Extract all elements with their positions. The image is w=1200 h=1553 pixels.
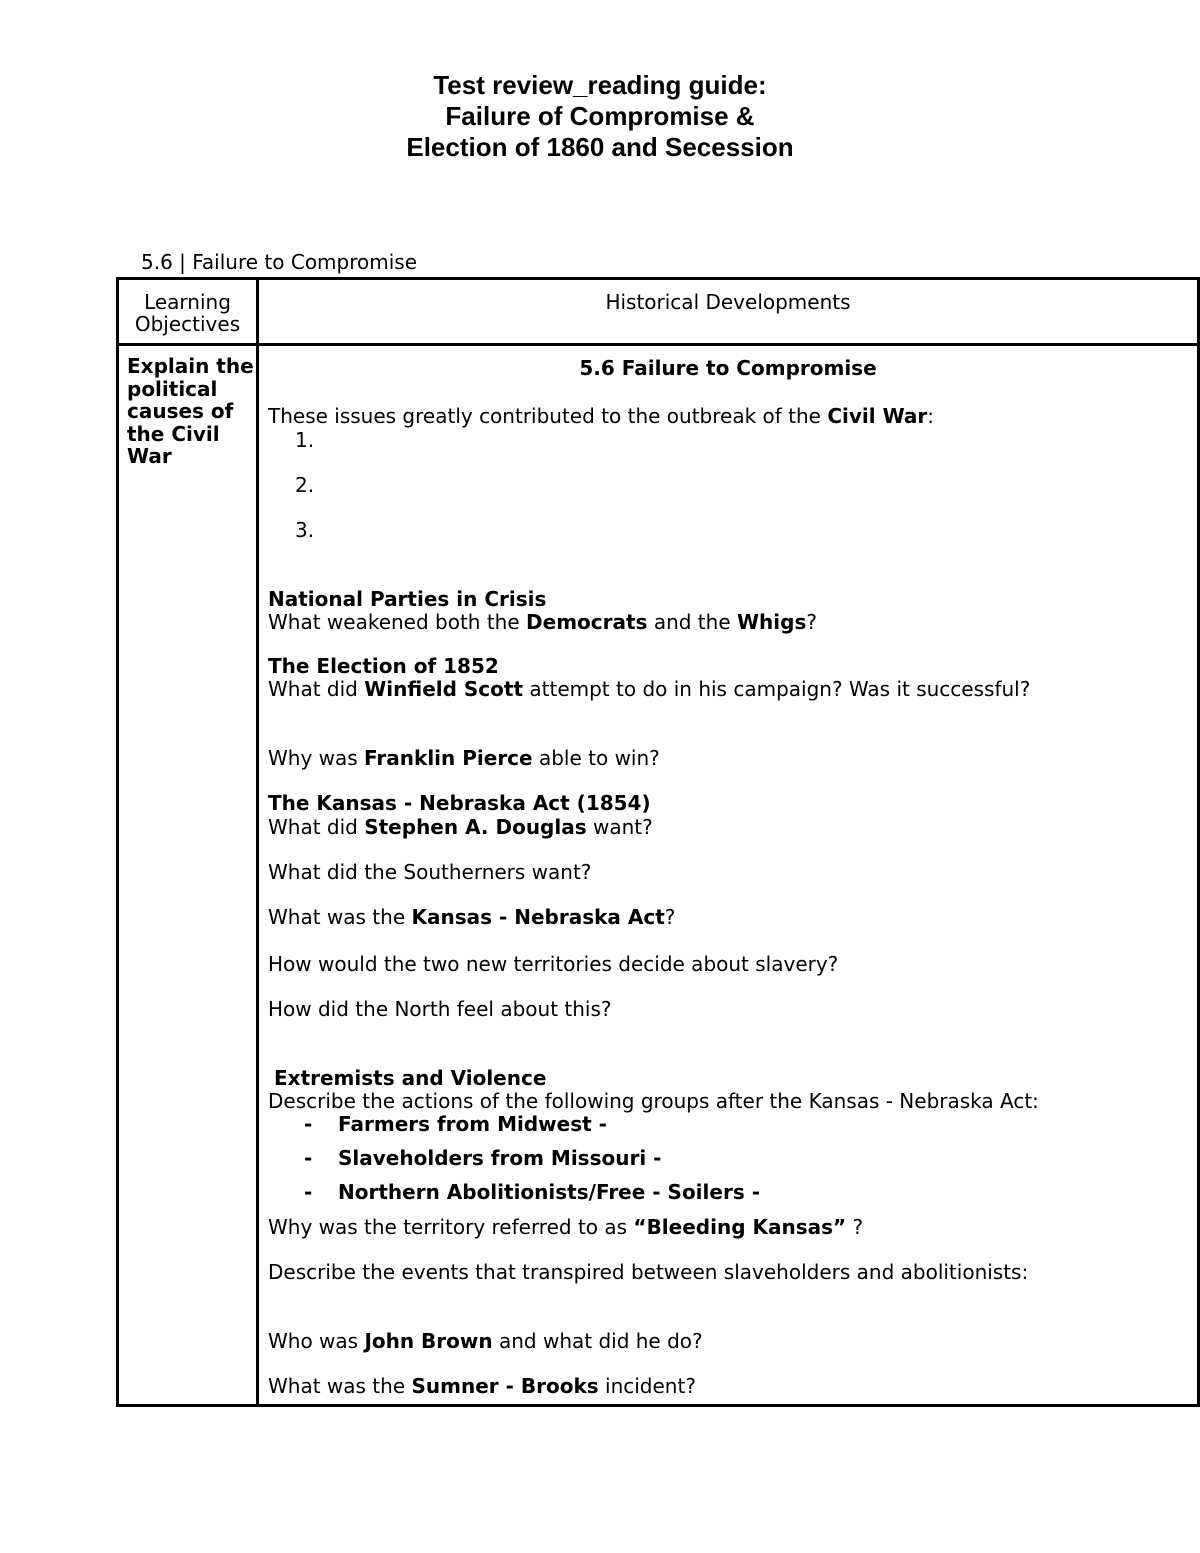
header-historical-developments: Historical Developments [258,279,1199,345]
table-header-row [118,279,1199,345]
extremists-heading: Extremists and Violence [274,1066,547,1090]
election-heading: The Election of 1852 [268,654,499,678]
question-act: What was the Kansas - Nebraska Act? [268,905,676,929]
objective-cell [118,345,258,1406]
question-parties: What weakened both the Democrats and the Whigs? [268,610,817,634]
title-line-2: Failure of Compromise & [445,101,755,131]
reading-guide-table [116,277,1200,1407]
bullet-dash: - [304,1180,313,1204]
question-territories: How would the two new territories decide about slavery? [268,952,839,976]
question-sumner-brooks: What was the Sumner - Brooks incident? [268,1374,696,1398]
list-number-1: 1. [295,428,315,452]
question-groups: Describe the actions of the following groups after the Kansas - Nebraska Act: [268,1089,1039,1113]
question-scott: What did Winfield Scott attempt to do in his campaign? Was it successful? [268,677,1031,701]
question-bleeding-kansas: Why was the territory referred to as “Bleeding Kansas” ? [268,1215,864,1239]
question-southerners: What did the Southerners want? [268,860,592,884]
objective-text: Explain the political causes of the Civil War [127,354,254,469]
question-john-brown: Who was John Brown and what did he do? [268,1329,703,1353]
parties-heading: National Parties in Crisis [268,587,547,611]
title-line-3: Election of 1860 and Secession [406,132,794,162]
question-pierce: Why was Franklin Pierce able to win? [268,746,660,770]
document-title [0,70,1200,163]
list-number-2: 2. [295,473,315,497]
bullet-dash: - [304,1112,313,1136]
section-heading: 5.6 | Failure to Compromise [141,250,418,274]
group-slaveholders: Slaveholders from Missouri - [338,1146,662,1170]
content-heading: 5.6 Failure to Compromise [579,356,877,380]
group-farmers: Farmers from Midwest - [338,1112,607,1136]
table-row [118,345,1199,1406]
list-number-3: 3. [295,518,315,542]
bullet-dash: - [304,1146,313,1170]
question-north: How did the North feel about this? [268,997,612,1021]
header-learning-objectives: Learning Objectives [118,279,258,345]
developments-cell [258,345,1199,1406]
group-abolitionists: Northern Abolitionists/Free - Soilers - [338,1180,760,1204]
kansas-heading: The Kansas - Nebraska Act (1854) [268,791,651,815]
question-events: Describe the events that transpired between slaveholders and abolitionists: [268,1260,1029,1284]
question-douglas: What did Stephen A. Douglas want? [268,815,653,839]
developments-content [259,346,1197,1404]
title-line-1: Test review_reading guide: [433,70,767,100]
intro-line: These issues greatly contributed to the outbreak of the Civil War: [268,404,935,428]
